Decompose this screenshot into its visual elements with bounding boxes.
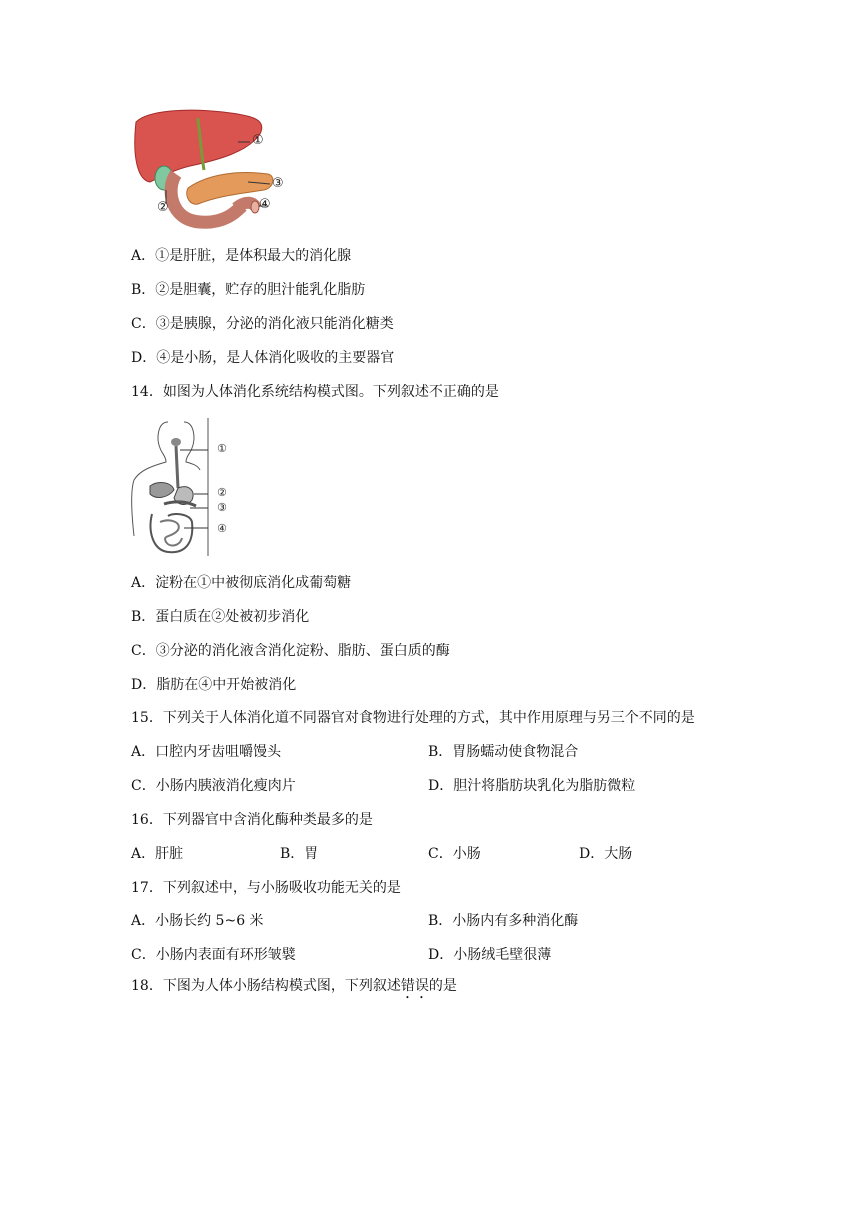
fig13-label-2: ② xyxy=(157,200,169,215)
q15-option-c: C．小肠内胰液消化瘦肉片 xyxy=(131,778,296,794)
q14-option-a: A．淀粉在①中被彻底消化成葡萄糖 xyxy=(131,575,352,591)
fig14-label-3: ③ xyxy=(217,501,227,514)
q15-option-d: D．胆汁将脂肪块乳化为脂肪微粒 xyxy=(428,778,636,794)
q17-stem: 17．下列叙述中，与小肠吸收功能无关的是 xyxy=(131,880,401,896)
q16-option-a: A．肝脏 xyxy=(131,846,184,862)
digestive-glands-figure xyxy=(128,108,298,230)
q13-option-c: C．③是胰腺，分泌的消化液只能消化糖类 xyxy=(131,316,394,332)
q15-option-a: A．口腔内牙齿咀嚼馒头 xyxy=(131,744,282,760)
q16-option-c: C．小肠 xyxy=(428,846,481,862)
q15-stem: 15．下列关于人体消化道不同器官对食物进行处理的方式，其中作用原理与另三个不同的是 xyxy=(131,710,695,726)
fig13-label-1: ① xyxy=(252,133,264,148)
q13-option-b: B．②是胆囊，贮存的胆汁能乳化脂肪 xyxy=(131,282,366,298)
fig13-label-4: ④ xyxy=(259,197,271,212)
q15-option-b: B．胃肠蠕动使食物混合 xyxy=(428,744,579,760)
q14-option-d: D．脂肪在④中开始被消化 xyxy=(131,677,297,693)
fig14-label-2: ② xyxy=(217,486,227,499)
q16-option-b: B．胃 xyxy=(280,846,319,862)
q16-option-d: D．大肠 xyxy=(579,846,633,862)
q17-option-d: D．小肠绒毛壁很薄 xyxy=(428,947,552,963)
q18-stem xyxy=(131,976,457,1002)
q17-option-b: B．小肠内有多种消化酶 xyxy=(428,913,579,929)
q18-stem-after: 的是 xyxy=(428,978,457,994)
q14-option-c: C．③分泌的消化液含消化淀粉、脂肪、蛋白质的酶 xyxy=(131,643,450,659)
q14-option-b: B．蛋白质在②处被初步消化 xyxy=(131,609,310,625)
q13-option-a: A．①是肝脏，是体积最大的消化腺 xyxy=(131,248,352,264)
q18-stem-before: 18．下图为人体小肠结构模式图，下列叙述 xyxy=(131,978,401,994)
fig14-label-1: ① xyxy=(217,442,227,455)
fig13-label-3: ③ xyxy=(272,176,284,191)
q17-option-a: A．小肠长约 5~6 米 xyxy=(131,913,264,929)
q14-stem: 14．如图为人体消化系统结构模式图。下列叙述不正确的是 xyxy=(131,384,499,400)
q17-option-c: C．小肠内表面有环形皱襞 xyxy=(131,947,296,963)
q16-stem: 16．下列器官中含消化酶种类最多的是 xyxy=(131,812,373,828)
q13-option-d: D．④是小肠，是人体消化吸收的主要器官 xyxy=(131,350,395,366)
q18-stem-emphasis: 错误 xyxy=(400,978,429,994)
fig14-label-4: ④ xyxy=(217,522,227,535)
